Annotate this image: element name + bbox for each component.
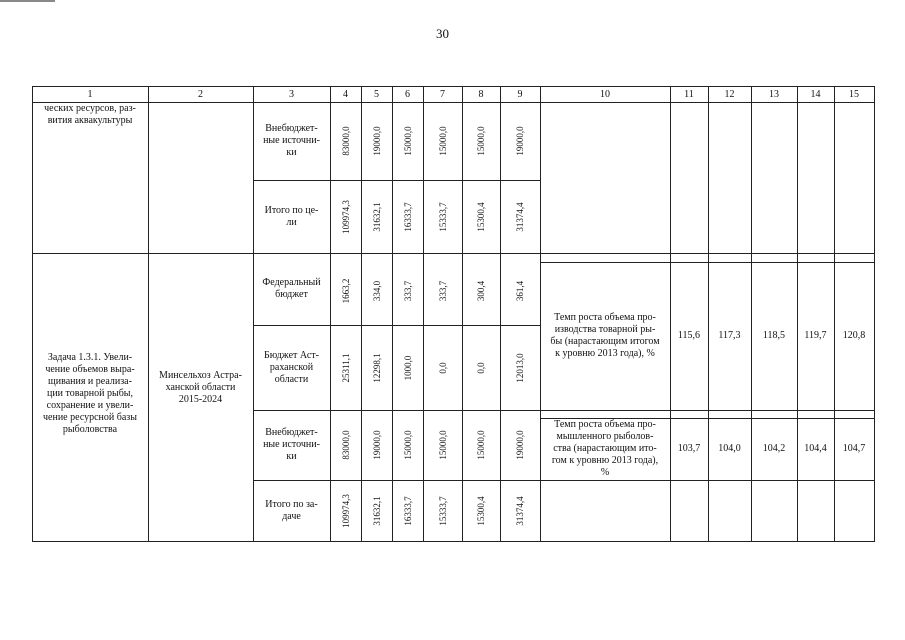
funding-value: 15333,7 bbox=[437, 495, 448, 526]
funding-value: 109974,3 bbox=[340, 199, 351, 234]
funding-value: 334,0 bbox=[371, 280, 382, 302]
grid-line bbox=[253, 480, 541, 481]
grid-line bbox=[540, 262, 875, 263]
indicator-value: 104,2 bbox=[762, 443, 786, 454]
funding-value: 19000,0 bbox=[515, 126, 525, 156]
funding-value: 361,4 bbox=[515, 280, 525, 302]
grid-line bbox=[253, 180, 541, 181]
funding-value: 16333,7 bbox=[402, 495, 413, 526]
indicator-value: 104,0 bbox=[718, 443, 741, 454]
indicator-text-1: Темп роста объема про- изводства товарной ры- бы (нарастающим итогом к уровню 2013 года), % bbox=[550, 312, 660, 359]
column-header-13: 13 bbox=[769, 89, 779, 100]
indicator-text-2: Темп роста объема про- мышленного рыболов- ства (нарастающим ито- гом к уровню 2013 года), % bbox=[551, 419, 659, 478]
funding-value: 15000,0 bbox=[437, 430, 448, 460]
grid-line bbox=[462, 86, 463, 542]
funding-value: 15300,4 bbox=[476, 201, 486, 232]
grid-line bbox=[540, 480, 875, 481]
column-header-9: 9 bbox=[517, 89, 523, 100]
funding-value: 31632,1 bbox=[371, 495, 382, 526]
funding-value: 83000,0 bbox=[340, 126, 351, 156]
funding-value: 15333,7 bbox=[437, 201, 448, 232]
grid-line bbox=[392, 86, 393, 542]
funding-value: 15000,0 bbox=[402, 126, 413, 156]
funding-value: 300,4 bbox=[476, 280, 486, 302]
indicator-value: 117,3 bbox=[718, 330, 741, 341]
indicator-value: 120,8 bbox=[842, 330, 866, 341]
funding-source-1: Внебюджет- ные источни- ки bbox=[263, 123, 320, 158]
grid-line bbox=[32, 86, 33, 542]
indicator-value: 118,5 bbox=[762, 330, 786, 341]
grid-line bbox=[253, 86, 254, 542]
grid-line bbox=[361, 86, 362, 542]
grid-line bbox=[148, 86, 149, 542]
grid-line bbox=[874, 86, 875, 542]
grid-line bbox=[423, 86, 424, 542]
grid-line bbox=[797, 86, 798, 542]
grid-line bbox=[253, 325, 541, 326]
funding-value: 15000,0 bbox=[437, 126, 448, 156]
funding-value: 31632,1 bbox=[371, 201, 382, 232]
grid-line bbox=[32, 102, 875, 103]
funding-value: 12298,1 bbox=[371, 352, 382, 383]
grid-line bbox=[540, 253, 875, 254]
grid-line bbox=[32, 86, 875, 87]
funding-value: 333,7 bbox=[402, 280, 413, 302]
grid-line bbox=[32, 541, 875, 542]
indicator-value: 103,7 bbox=[677, 443, 701, 454]
funding-value: 15000,0 bbox=[476, 126, 486, 156]
corner-mark bbox=[0, 0, 55, 2]
column-header-4: 4 bbox=[343, 89, 348, 100]
grid-line bbox=[751, 86, 752, 542]
funding-value: 0,0 bbox=[476, 361, 486, 374]
funding-value: 83000,0 bbox=[340, 430, 351, 460]
grid-line bbox=[253, 253, 541, 254]
grid-line bbox=[834, 86, 835, 542]
funding-value: 25311,1 bbox=[340, 353, 351, 382]
indicator-value: 104,7 bbox=[842, 443, 866, 454]
column-header-6: 6 bbox=[405, 89, 410, 100]
funding-value: 15000,0 bbox=[476, 430, 486, 460]
funding-source-3: Федеральный бюджет bbox=[262, 277, 321, 300]
funding-value: 109974,3 bbox=[340, 493, 351, 528]
grid-line bbox=[540, 86, 541, 542]
column-header-1: 1 bbox=[87, 89, 93, 100]
grid-line bbox=[253, 410, 541, 411]
page-number: 30 bbox=[436, 26, 449, 41]
grid-line bbox=[330, 86, 331, 542]
funding-value: 19000,0 bbox=[371, 126, 382, 156]
funding-value: 15000,0 bbox=[402, 430, 413, 460]
indicator-value: 115,6 bbox=[677, 330, 701, 341]
grid-line bbox=[500, 86, 501, 542]
funding-value: 1663,2 bbox=[340, 278, 351, 304]
column-header-14: 14 bbox=[810, 89, 821, 100]
grid-line bbox=[540, 410, 875, 411]
grid-line bbox=[708, 86, 709, 542]
funding-source-2: Итого по це- ли bbox=[264, 204, 319, 228]
column-header-15: 15 bbox=[849, 89, 859, 100]
funding-value: 15300,4 bbox=[476, 495, 486, 526]
funding-source-5: Внебюджет- ные источни- ки bbox=[263, 427, 320, 462]
funding-value: 31374,4 bbox=[515, 201, 525, 232]
indicator-value: 104,4 bbox=[804, 443, 827, 454]
column-header-12: 12 bbox=[724, 89, 735, 100]
task-description: Задача 1.3.1. Увели- чение объемов выра- щивания и реализа- ции товарной рыбы, сохранение и увели- чение ресурсной базы рыболовства bbox=[43, 352, 137, 435]
funding-value: 31374,4 bbox=[515, 495, 525, 526]
funding-source-4: Бюджет Аст- раханской области bbox=[264, 349, 319, 385]
column-header-2: 2 bbox=[198, 89, 203, 100]
funding-value: 0,0 bbox=[437, 361, 448, 374]
funding-value: 19000,0 bbox=[515, 430, 525, 460]
funding-value: 333,7 bbox=[437, 280, 448, 302]
column-header-5: 5 bbox=[374, 89, 379, 100]
indicator-value: 119,7 bbox=[804, 330, 827, 341]
column-header-8: 8 bbox=[478, 89, 484, 100]
executor-text: Минсельхоз Астра- ханской области 2015-2024 bbox=[159, 370, 242, 405]
goal-continuation-text: ческих ресурсов, раз- вития аквакультуры bbox=[44, 103, 136, 126]
grid-line bbox=[32, 253, 254, 254]
column-header-10: 10 bbox=[600, 89, 610, 100]
funding-source-6: Итого по за- даче bbox=[265, 498, 318, 522]
grid-line bbox=[670, 86, 671, 542]
column-header-11: 11 bbox=[684, 89, 694, 100]
column-header-3: 3 bbox=[289, 89, 294, 100]
funding-value: 19000,0 bbox=[371, 430, 382, 460]
funding-value: 16333,7 bbox=[402, 201, 413, 232]
funding-value: 12013,0 bbox=[515, 352, 525, 383]
column-header-7: 7 bbox=[440, 89, 445, 100]
funding-value: 1000,0 bbox=[402, 355, 413, 380]
